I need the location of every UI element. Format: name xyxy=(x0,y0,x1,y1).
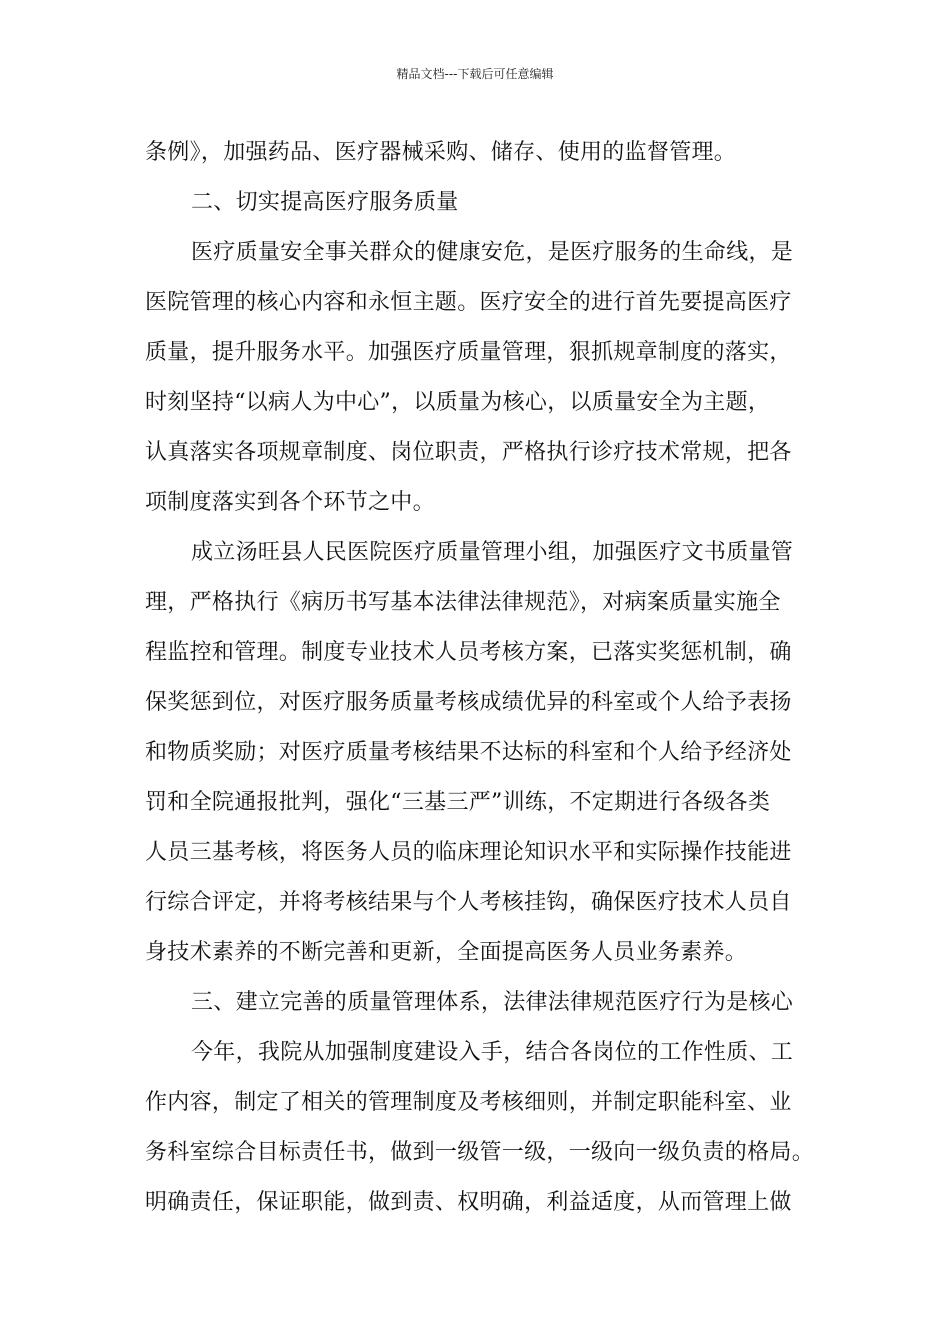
section-heading: 二、切实提高医疗服务质量 xyxy=(191,190,459,215)
text-line: 保奖惩到位，对医疗服务质量考核成绩优异的科室或个人给予表扬 xyxy=(145,690,792,715)
text-line: 和物质奖励；对医疗质量考核结果不达标的科室和个人给予经济处 xyxy=(145,740,792,765)
text-line: 今年，我院从加强制度建设入手，结合各岗位的工作性质、工 xyxy=(191,1040,794,1065)
text-line: 时刻坚持“以病人为中心”，以质量为核心，以质量安全为主题， xyxy=(145,390,771,415)
document-body xyxy=(145,128,825,1228)
section-heading: 三、建立完善的质量管理体系，法律法律规范医疗行为是核心 xyxy=(191,990,794,1015)
text-line: 作内容，制定了相关的管理制度及考核细则，并制定职能科室、业 xyxy=(145,1090,792,1115)
text-line: 医院管理的核心内容和永恒主题。医疗安全的进行首先要提高医疗 xyxy=(145,290,792,315)
text-line: 质量，提升服务水平。加强医疗质量管理，狠抓规章制度的落实， xyxy=(145,340,792,365)
text-line: 项制度落实到各个环节之中。 xyxy=(145,490,435,515)
text-line: 罚和全院通报批判，强化“三基三严”训练，不定期进行各级各类 xyxy=(145,790,771,815)
text-line: 程监控和管理。制度专业技术人员考核方案，已落实奖惩机制，确 xyxy=(145,640,792,665)
text-line: 明确责任，保证职能，做到责、权明确，利益适度，从而管理上做 xyxy=(145,1190,792,1215)
text-line: 务科室综合目标责任书，做到一级管一级，一级向一级负责的格局。 xyxy=(145,1140,815,1165)
page-header-watermark: 精品文档---下载后可任意编辑 xyxy=(396,67,554,81)
text-line: 行综合评定，并将考核结果与个人考核挂钩，确保医疗技术人员自 xyxy=(145,890,792,915)
text-line: 理，严格执行《病历书写基本法律法律规范》，对病案质量实施全 xyxy=(145,590,781,615)
text-line: 条例》，加强药品、医疗器械采购、储存、使用的监督管理。 xyxy=(145,140,737,165)
text-line: 医疗质量安全事关群众的健康安危，是医疗服务的生命线，是 xyxy=(191,240,794,265)
text-line: 认真落实各项规章制度、岗位职责，严格执行诊疗技术常规，把各 xyxy=(145,440,792,465)
text-line: 人员三基考核，将医务人员的临床理论知识水平和实际操作技能进 xyxy=(145,840,792,865)
text-line: 成立汤旺县人民医院医疗质量管理小组，加强医疗文书质量管 xyxy=(191,540,794,565)
text-line: 身技术素养的不断完善和更新，全面提高医务人员业务素养。 xyxy=(145,940,748,965)
